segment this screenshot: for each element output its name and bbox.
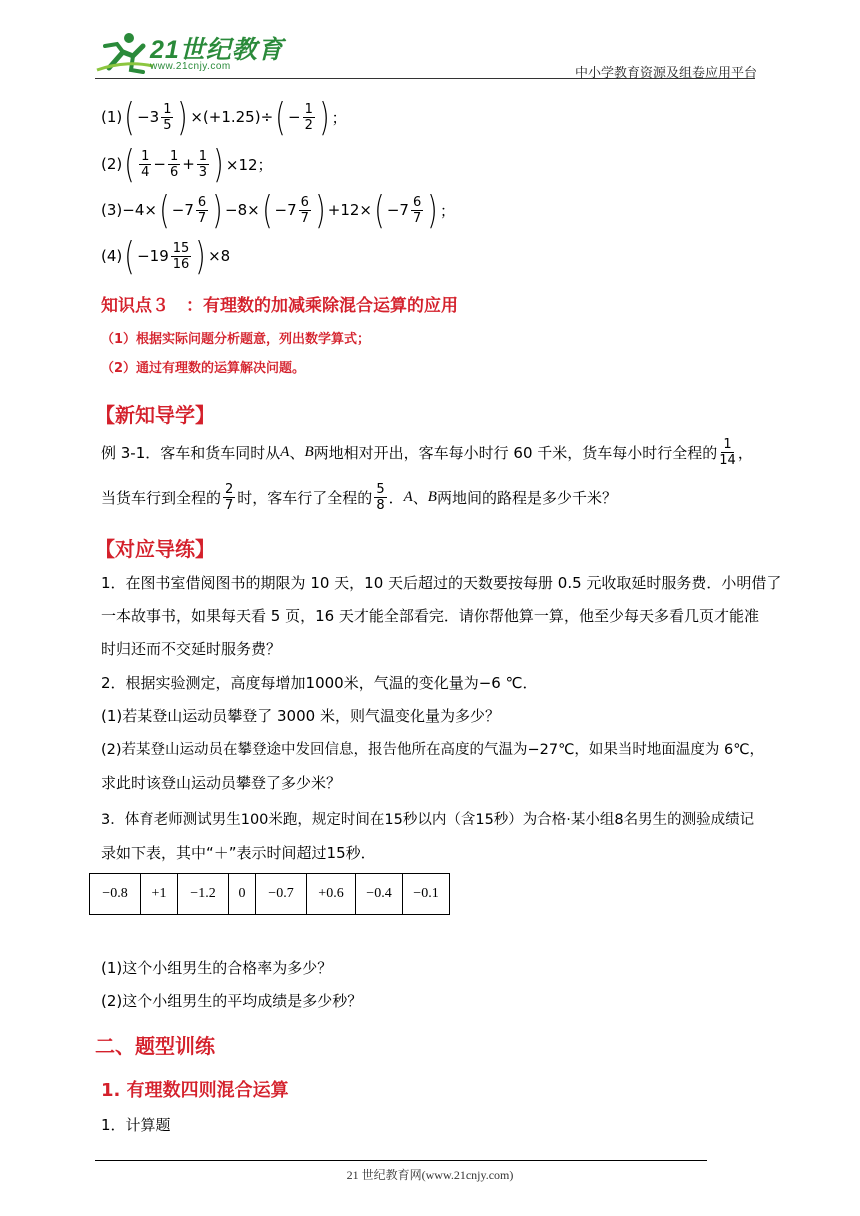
paren-open: ( [275, 95, 286, 139]
paren-close: ) [254, 108, 261, 126]
paren-close: ) [177, 95, 189, 139]
question-2-part-2-line2: 求此时该登山运动员攀登了多少米？ [101, 774, 342, 792]
table-cell: −0.8 [90, 874, 141, 915]
mixed-whole: −3 [137, 108, 160, 126]
section-2-title: 二、题型训练 [95, 1034, 215, 1058]
table-cell: −1.2 [178, 874, 229, 915]
fraction: $\frac{1}{3}$ [198, 148, 208, 180]
question-3-part-1: (1)这个小组男生的合格率为多少？ [101, 959, 333, 977]
exercise-label: (3) [101, 201, 123, 219]
fraction: $\frac{15}{16}$ [172, 240, 190, 272]
question-3-part-2: (2)这个小组男生的平均成绩是多少秒？ [101, 992, 363, 1010]
question-1-line1: 1．在图书室借阅图书的期限为 10 天，10 天后超过的天数要按每册 0.5 元收取延时服务费．小明借了 [101, 574, 782, 592]
fraction: $\frac{1}{5}$ [163, 101, 172, 133]
paren-close: ) [319, 95, 330, 139]
exercise-label: (1) [101, 108, 123, 126]
fraction: $\frac{2}{7}$ [225, 482, 234, 513]
practice-heading: 【对应导练】 [95, 537, 215, 561]
example-3-1-line1: 例 3-1．客车和货车同时从 A 、 B 两地相对开出，客车每小时行 60 千米，货车每小时行全程的 $\frac{1}{14}$ ， [101, 437, 753, 468]
table-cell: +1 [141, 874, 178, 915]
fraction: $\frac{1}{2}$ [304, 101, 313, 133]
question-3-line1: 3．体育老师测试男生100米跑，规定时间在15秒以内（含15秒）为合格·某小组8名男生的测验成绩记 [101, 812, 755, 828]
exercise-1: (1) ( −3 $\frac{1}{5}$ ) × ( +1.25 ) ÷ ( − $\frac{1}{2}$ ) ； [101, 95, 347, 139]
paren-close: ) [213, 142, 224, 186]
question-2: 2．根据实验测定，高度每增加1000米，气温的变化量为−6 ℃． [101, 674, 538, 692]
example-3-1-line2: 当货车行到全程的 $\frac{2}{7}$ 时，客车行了全程的 $\frac{5}{8}$ ． A 、 B 两地间的路程是多少千米？ [101, 482, 617, 513]
operator: + [182, 155, 195, 173]
operator: × [190, 108, 203, 126]
table-row [90, 874, 450, 915]
table-cell: −0.7 [256, 874, 307, 915]
knowledge-point-2: （2）通过有理数的运算解决问题。 [101, 361, 306, 376]
exercise-4: (4) ( −19 $\frac{15}{16}$ ) ×8 [101, 234, 231, 278]
logo-url: www.21cnjy.com [150, 61, 231, 72]
exercise-label: (2) [101, 155, 123, 173]
logo-runner-icon [95, 30, 155, 76]
paren-open: ( [124, 95, 135, 139]
logo-text: 21世纪教育 [150, 36, 284, 64]
section-2-subtitle: 1. 有理数四则混合运算 [101, 1080, 289, 1101]
exercise-3: (3) −4× ( −7 $\frac{6}{7}$ ) −8× ( −7 $\frac{6}{7}$ ) +12× ( −7 $\frac{6}{7}$ ) ； [101, 188, 456, 232]
operator: ÷ [260, 108, 274, 126]
term: +1.25 [208, 108, 255, 126]
fraction: $\frac{6}{7}$ [197, 194, 207, 226]
header-divider [95, 78, 755, 79]
footer-divider [95, 1160, 707, 1161]
exercise-label: (4) [101, 247, 123, 265]
question-1-line2: 一本故事书，如果每天看 5 页，16 天才能全部看完．请你帮他算一算，他至少每天多看几页才能准 [101, 607, 759, 625]
knowledge-title: 知识点３ ：有理数的加减乘除混合运算的应用 [101, 296, 458, 316]
question-1-line3: 时归还而不交延时服务费？ [101, 640, 282, 658]
question-3-line2: 录如下表，其中“＋”表示时间超过15秒． [101, 844, 376, 862]
question-2-part-1: (1)若某登山运动员攀登了 3000 米，则气温变化量为多少？ [101, 707, 500, 725]
table-cell: −0.4 [356, 874, 403, 915]
fraction: $\frac{1}{6}$ [169, 148, 179, 180]
exercise-2: (2) ( $\frac{1}{4}$ − $\frac{1}{6}$ + $\frac{1}{3}$ ) ×12； [101, 142, 273, 186]
fraction: $\frac{1}{14}$ [719, 437, 736, 468]
footer-text: 21 世纪教育网(www.21cnjy.com) [346, 1168, 514, 1182]
paren-open: ( [202, 108, 209, 126]
question-2-part-2-line1: (2)若某登山运动员在攀登途中发回信息，报告他所在高度的气温为−27℃，如果当时地面温度为 6℃， [101, 742, 765, 758]
platform-name: 中小学教育资源及组卷应用平台 [575, 66, 758, 81]
table-cell: −0.1 [403, 874, 450, 915]
table-cell: +0.6 [307, 874, 356, 915]
knowledge-point-1: （1）根据实际问题分析题意，列出数学算式； [101, 332, 371, 347]
table-cell: 0 [229, 874, 256, 915]
section-2-question: 1．计算题 [101, 1116, 171, 1134]
fraction: $\frac{6}{7}$ [412, 194, 422, 226]
sign: − [287, 108, 301, 126]
new-study-heading: 【新知导学】 [95, 403, 215, 427]
score-table [89, 873, 450, 915]
operator: − [153, 155, 166, 173]
fraction: $\frac{1}{4}$ [141, 148, 150, 180]
paren-open: ( [124, 142, 135, 186]
fraction: $\frac{6}{7}$ [300, 194, 309, 226]
fraction: $\frac{5}{8}$ [376, 482, 385, 513]
